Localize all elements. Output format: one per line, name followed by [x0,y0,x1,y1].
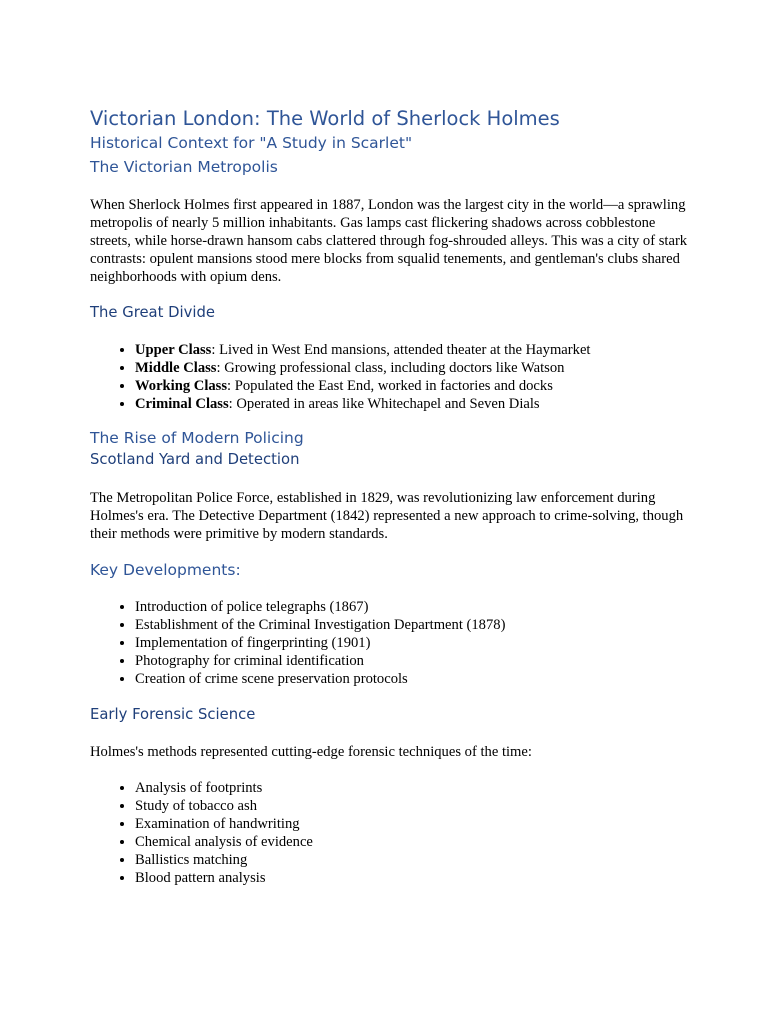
list-item: • Establishment of the Criminal Investigation Department (1878) [135,616,690,634]
policing-paragraph: The Metropolitan Police Force, established in 1829, was revolutionizing law enforcement during Holmes's era. The Detective Department (1842) represented a new approach to crime-solving, though their methods were primitive by modern standards. [90,490,684,542]
list-item: • Implementation of fingerprinting (1901) [135,634,690,652]
document-page [90,106,690,887]
list-item: • Analysis of footprints [135,779,690,797]
list-item: • Photography for criminal identification [135,652,690,670]
list-item: • Chemical analysis of evidence [135,833,690,851]
forensics-intro: Holmes's methods represented cutting-edge forensic techniques of the time: [90,744,532,760]
document-title: Victorian London: The World of Sherlock Holmes [90,107,560,130]
list-item: • Study of tobacco ash [135,797,690,815]
metropolis-paragraph: When Sherlock Holmes first appeared in 1887, London was the largest city in the world—a sprawling metropolis of nearly 5 million inhabitants. Gas lamps cast flickering shadows across cobblestone streets, while horse-drawn hansom cabs clattered through fog-shrouded alleys. This was a city of stark contrasts: opulent mansions stood mere blocks from squalid tenements, and gentleman's clubs shared neighborhoods with opium dens. [90,197,688,285]
section-heading-policing: The Rise of Modern Policing [90,429,304,447]
section-heading-forensics: Early Forensic Science [90,706,256,723]
list-item: • Criminal Class: Operated in areas like Whitechapel and Seven Dials [135,395,690,413]
list-item: • Introduction of police telegraphs (1867) [135,598,690,616]
class-list [90,341,690,413]
section-subheading-scotland-yard: Scotland Yard and Detection [90,451,300,468]
forensics-list [90,779,690,887]
list-item: • Working Class: Populated the East End, worked in factories and docks [135,377,690,395]
section-heading-metropolis: The Victorian Metropolis [90,158,278,176]
list-item: • Blood pattern analysis [135,869,690,887]
section-heading-key-developments: Key Developments: [90,561,241,579]
developments-list [90,598,690,688]
section-heading-great-divide: The Great Divide [90,304,215,321]
list-item: • Examination of handwriting [135,815,690,833]
list-item: • Creation of crime scene preservation protocols [135,670,690,688]
list-item: • Ballistics matching [135,851,690,869]
list-item: • Upper Class: Lived in West End mansions, attended theater at the Haymarket [135,341,690,359]
document-subtitle: Historical Context for "A Study in Scarlet" [90,134,413,152]
list-item: • Middle Class: Growing professional class, including doctors like Watson [135,359,690,377]
